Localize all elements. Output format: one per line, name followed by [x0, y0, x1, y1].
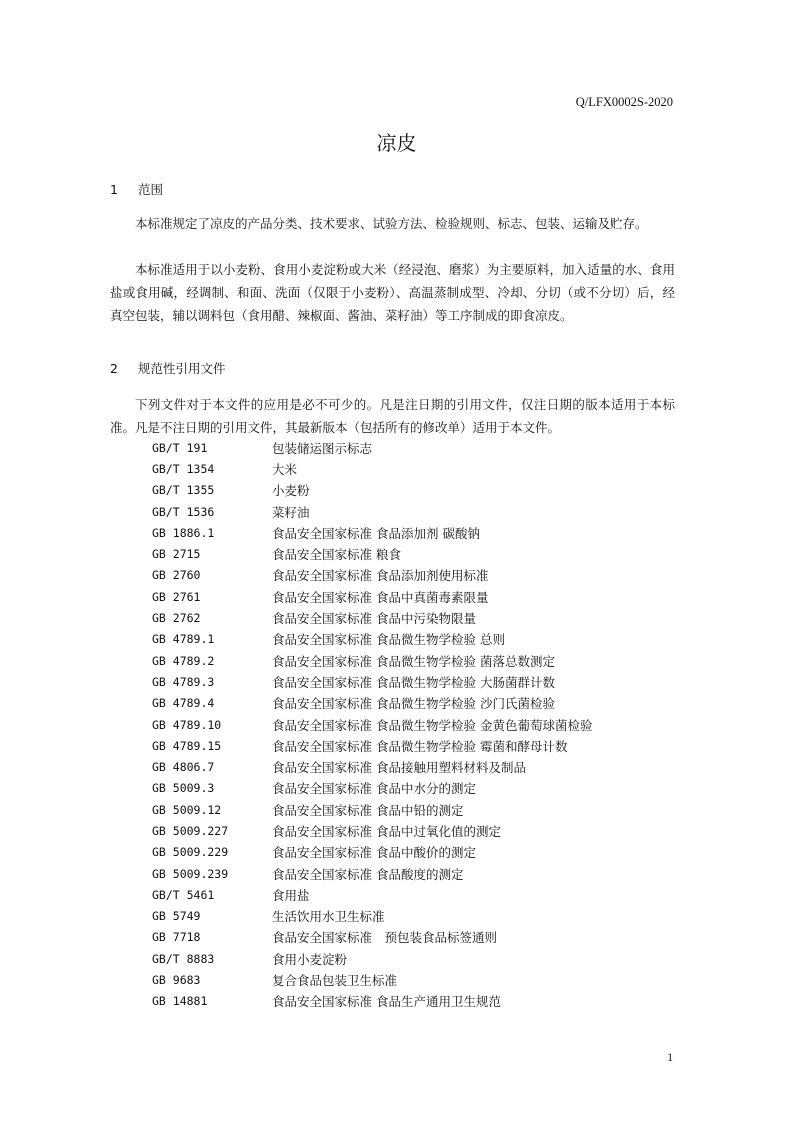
reference-code: GB 4789.15 [152, 738, 222, 753]
reference-code: GB/T 1354 [152, 461, 215, 476]
reference-title: 菜籽油 [272, 504, 310, 520]
reference-item [152, 543, 592, 564]
reference-title: 食品安全国家标准 食品微生物学检验 沙门氏菌检验 [272, 696, 555, 712]
reference-code: GB 5009.239 [152, 866, 229, 881]
reference-title: 复合食品包装卫生标准 [272, 973, 398, 989]
reference-item [152, 927, 592, 948]
reference-code: GB/T 1355 [152, 483, 215, 498]
reference-title: 食品安全国家标准 食品添加剂使用标准 [272, 568, 489, 584]
reference-title: 食品安全国家标准 食品中酸价的测定 [272, 845, 476, 861]
reference-item [152, 799, 592, 820]
reference-title: 生活饮用水卫生标准 [272, 909, 385, 925]
section-1-heading [110, 180, 163, 198]
reference-code: GB 4789.3 [152, 674, 215, 689]
reference-title: 食品安全国家标准 食品微生物学检验 菌落总数测定 [272, 653, 555, 669]
page-number: 1 [667, 1052, 673, 1064]
reference-item [152, 458, 592, 479]
reference-code: GB/T 5461 [152, 887, 215, 902]
reference-title: 大米 [272, 461, 298, 477]
reference-code: GB 5009.3 [152, 781, 215, 796]
page-title: 凉皮 [376, 131, 417, 155]
reference-code: GB 4789.1 [152, 632, 215, 647]
reference-code: GB 2761 [152, 589, 201, 604]
reference-code: GB 5749 [152, 909, 201, 924]
section-2-paragraph-1: 下列文件对于本文件的应用是必不可少的。凡是注日期的引用文件，仅注日期的版本适用于本标准。凡是不注日期的引用文件，其最新版本（包括所有的修改单）适用于本文件。 [110, 397, 675, 435]
reference-title: 食用盐 [272, 887, 310, 903]
reference-title: 食品安全国家标准 食品中过氧化值的测定 [272, 823, 501, 839]
reference-code: GB 7718 [152, 930, 201, 945]
reference-title: 小麦粉 [272, 483, 310, 499]
reference-title: 包装储运图示标志 [272, 440, 373, 456]
reference-title: 食品安全国家标准 食品接触用塑料材料及制品 [272, 760, 526, 776]
section-1-paragraph-2: 本标准适用于以小麦粉、食用小麦淀粉或大米（经浸泡、磨浆）为主要原料，加入适量的水、食用盐或食用碱，经调制、和面、洗面（仅限于小麦粉）、高温蒸制成型、冷却、分切（或不分切）后，经真空包装，辅以调料包（食用醋、辣椒面、酱油、菜籽油）等工序制成的即食凉皮。 [110, 262, 675, 323]
reference-item [152, 565, 592, 586]
reference-code: GB/T 8883 [152, 951, 215, 966]
reference-item [152, 437, 592, 458]
reference-title: 食品安全国家标准 食品添加剂 碳酸钠 [272, 525, 480, 541]
reference-item [152, 863, 592, 884]
reference-item [152, 671, 592, 692]
reference-item [152, 820, 592, 841]
reference-title: 食用小麦淀粉 [272, 951, 348, 967]
reference-code: GB 2760 [152, 568, 201, 583]
document-code: Q/LFX0002S-2020 [575, 95, 673, 109]
reference-title: 食品安全国家标准 预包装食品标签通则 [272, 930, 498, 946]
reference-list [152, 437, 592, 1012]
reference-title: 食品安全国家标准 食品中铅的测定 [272, 802, 464, 818]
reference-item [152, 884, 592, 905]
reference-item [152, 842, 592, 863]
reference-title: 食品安全国家标准 食品微生物学检验 金黄色葡萄球菌检验 [272, 717, 593, 733]
reference-item [152, 778, 592, 799]
reference-item [152, 714, 592, 735]
reference-code: GB 2762 [152, 611, 201, 626]
reference-code: GB 14881 [152, 994, 208, 1009]
reference-item [152, 693, 592, 714]
reference-code: GB 4789.4 [152, 696, 215, 711]
reference-code: GB 4806.7 [152, 760, 215, 775]
reference-code: GB 9683 [152, 973, 201, 988]
reference-item [152, 948, 592, 969]
reference-code: GB 4789.2 [152, 653, 215, 668]
reference-code: GB 4789.10 [152, 717, 222, 732]
section-1-title: 范围 [138, 182, 164, 197]
reference-item [152, 650, 592, 671]
reference-title: 食品安全国家标准 粮食 [272, 547, 401, 563]
reference-item [152, 522, 592, 543]
section-2-number: 2 [110, 361, 118, 376]
reference-item [152, 906, 592, 927]
section-2-title: 规范性引用文件 [138, 361, 226, 376]
section-2-heading [110, 359, 226, 377]
reference-title: 食品安全国家标准 食品生产通用卫生规范 [272, 994, 501, 1010]
reference-code: GB 5009.227 [152, 823, 229, 838]
reference-item [152, 756, 592, 777]
section-1-number: 1 [110, 182, 118, 197]
reference-item [152, 586, 592, 607]
reference-item [152, 480, 592, 501]
reference-title: 食品安全国家标准 食品中真菌毒素限量 [272, 589, 489, 605]
reference-item [152, 735, 592, 756]
reference-code: GB 5009.229 [152, 845, 229, 860]
reference-item [152, 629, 592, 650]
reference-item [152, 969, 592, 990]
reference-title: 食品安全国家标准 食品微生物学检验 大肠菌群计数 [272, 674, 555, 690]
reference-code: GB/T 191 [152, 440, 208, 455]
section-1-paragraph-1: 本标准规定了凉皮的产品分类、技术要求、试验方法、检验规则、标志、包装、运输及贮存。 [135, 216, 648, 231]
reference-code: GB/T 1536 [152, 504, 215, 519]
reference-title: 食品安全国家标准 食品酸度的测定 [272, 866, 464, 882]
reference-title: 食品安全国家标准 食品微生物学检验 霉菌和酵母计数 [272, 738, 568, 754]
reference-title: 食品安全国家标准 食品中水分的测定 [272, 781, 476, 797]
reference-code: GB 2715 [152, 547, 201, 562]
reference-title: 食品安全国家标准 食品微生物学检验 总则 [272, 632, 505, 648]
reference-item [152, 501, 592, 522]
reference-title: 食品安全国家标准 食品中污染物限量 [272, 611, 476, 627]
reference-code: GB 1886.1 [152, 525, 215, 540]
reference-code: GB 5009.12 [152, 802, 222, 817]
reference-item [152, 991, 592, 1012]
reference-item [152, 607, 592, 628]
